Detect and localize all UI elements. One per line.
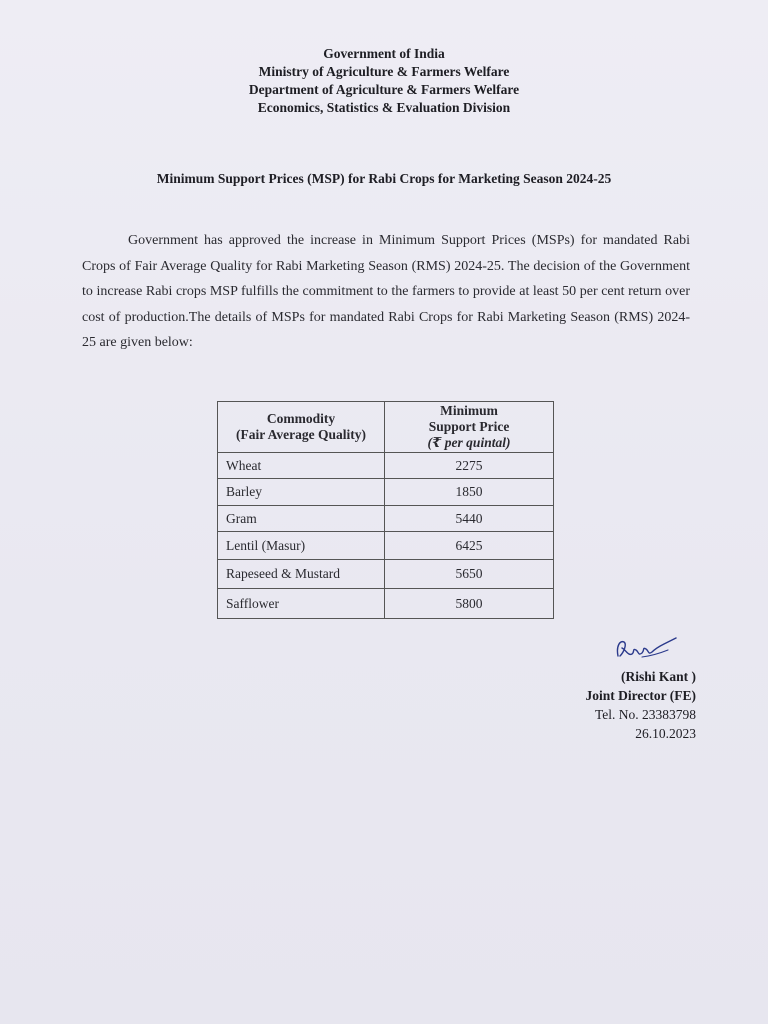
table-row — [218, 453, 554, 479]
commodity-cell: Barley — [218, 479, 385, 506]
table-row — [218, 532, 554, 560]
header-department: Department of Agriculture & Farmers Welfare — [248, 82, 520, 97]
signatory-telephone: Tel. No. 23383798 — [594, 707, 696, 722]
table-row — [218, 589, 554, 619]
commodity-column-header: Commodity (Fair Average Quality) — [218, 402, 385, 453]
msp-cell: 5800 — [385, 589, 554, 619]
letterhead — [0, 45, 768, 117]
msp-cell: 2275 — [385, 453, 554, 479]
header-government: Government of India — [323, 46, 445, 61]
document-title: Minimum Support Prices (MSP) for Rabi Crops for Marketing Season 2024-25 — [156, 171, 612, 186]
msp-column-header: Minimum Support Price (₹ per quintal) — [385, 402, 554, 453]
header-ministry: Ministry of Agriculture & Farmers Welfare — [258, 64, 510, 79]
handwritten-signature — [612, 630, 682, 666]
commodity-cell: Lentil (Masur) — [218, 532, 385, 560]
body-paragraph: Government has approved the increase in Minimum Support Prices (MSPs) for mandated Rabi Crops of Fair Average Quality for Rabi Marketing Season (RMS) 2024-25. The decision of the Government to increase Rabi crops MSP fulfills the commitment to the farmers to provide at least 50 per cent return over cost of production.The details of MSPs for mandated Rabi Crops for Rabi Marketing Season (RMS) 2024-25 are given below: — [82, 233, 690, 350]
signatory-block — [540, 667, 696, 743]
signatory-designation: Joint Director (FE) — [585, 688, 696, 703]
document-date: 26.10.2023 — [635, 726, 696, 741]
commodity-cell: Safflower — [218, 589, 385, 619]
table-header-row — [218, 402, 554, 453]
signatory-name: (Rishi Kant ) — [620, 669, 696, 684]
header-division: Economics, Statistics & Evaluation Division — [257, 100, 511, 115]
msp-table — [217, 401, 554, 619]
commodity-cell: Gram — [218, 506, 385, 532]
commodity-cell: Wheat — [218, 453, 385, 479]
table-row — [218, 506, 554, 532]
unit-label: (₹ per quintal) — [427, 435, 511, 450]
commodity-cell: Rapeseed & Mustard — [218, 560, 385, 589]
msp-cell: 1850 — [385, 479, 554, 506]
table-row — [218, 479, 554, 506]
table-row — [218, 560, 554, 589]
msp-cell: 5650 — [385, 560, 554, 589]
msp-cell: 5440 — [385, 506, 554, 532]
msp-cell: 6425 — [385, 532, 554, 560]
